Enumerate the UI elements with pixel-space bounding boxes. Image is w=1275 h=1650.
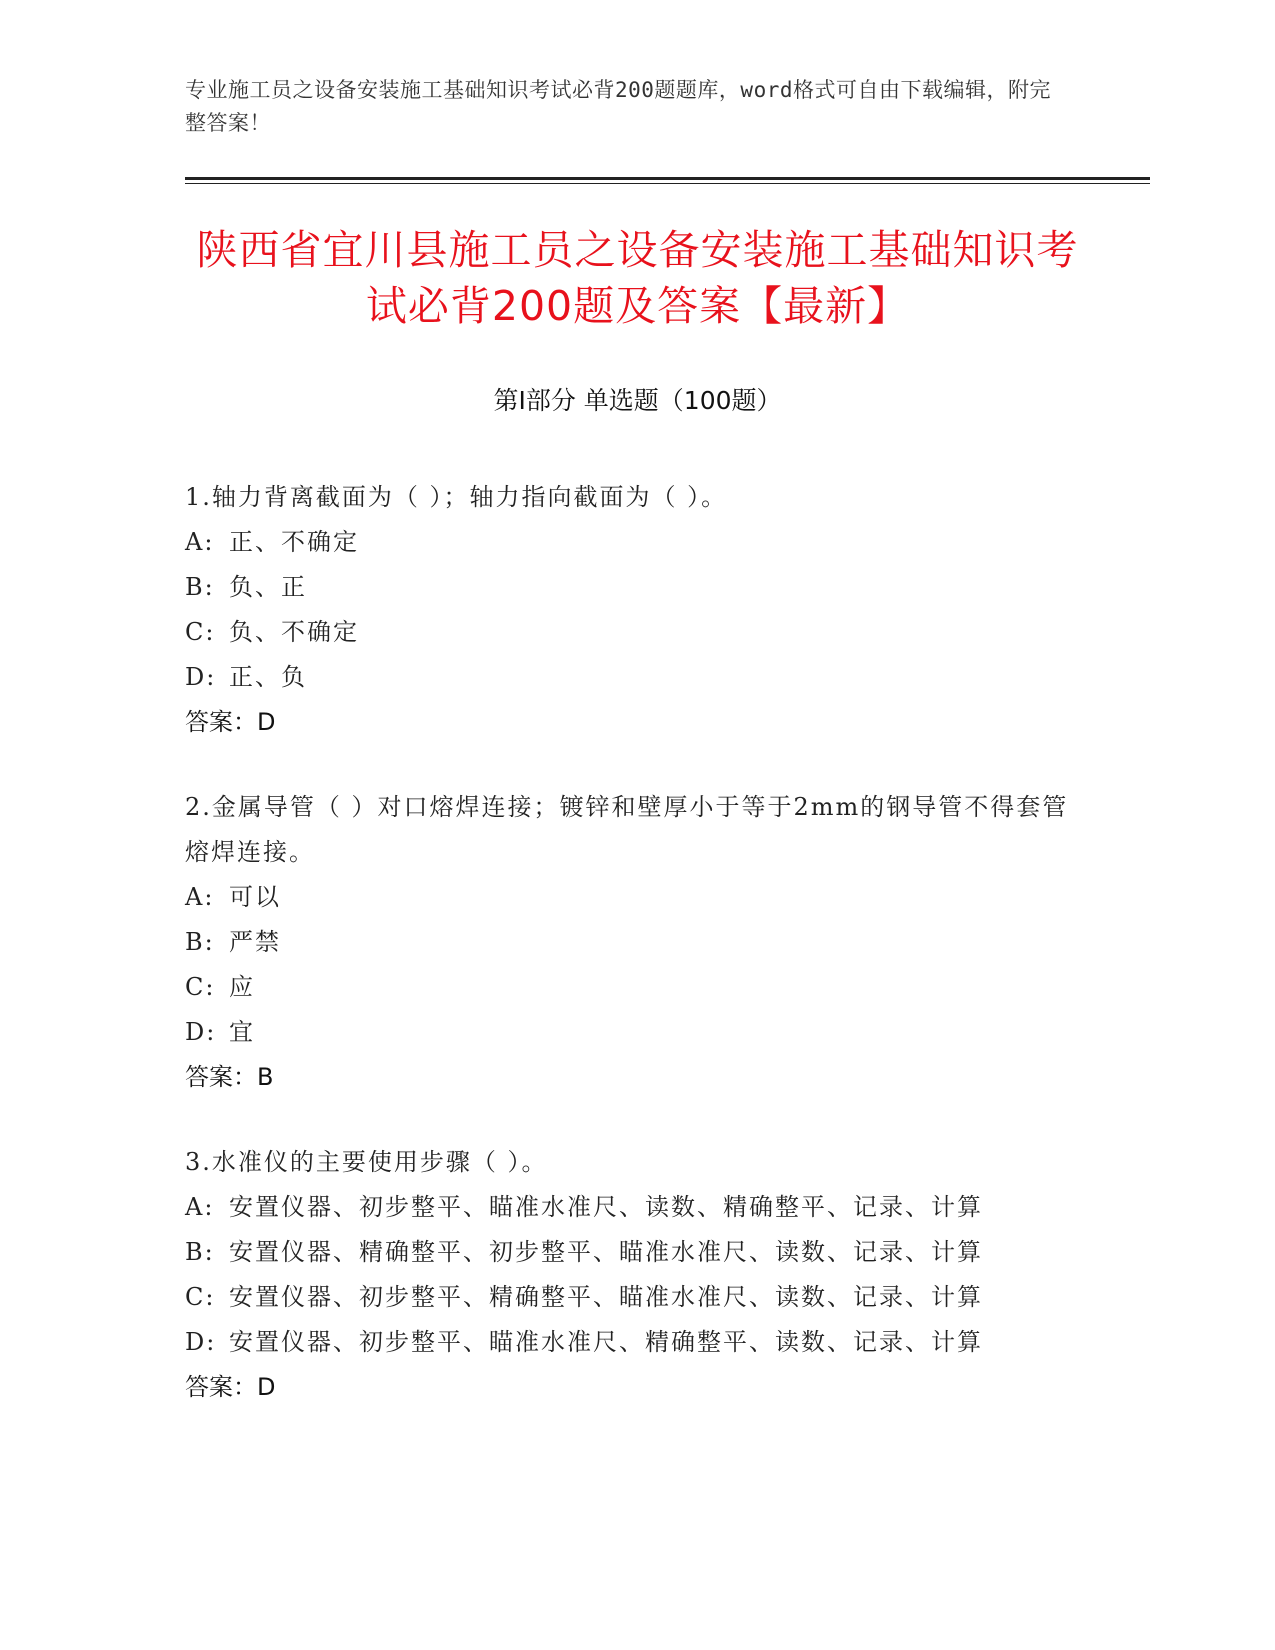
question-text: 3.水准仪的主要使用步骤（ ）。: [185, 1148, 548, 1176]
option-a: [185, 520, 1090, 565]
option-key: A:: [185, 528, 215, 556]
question-list: [185, 475, 1090, 1450]
option-key: B:: [185, 1238, 215, 1266]
question-text: 2.金属导管（ ）对口熔焊连接；镀锌和壁厚小于等于2mm的钢导管不得套管熔焊连接。: [185, 793, 1069, 866]
option-a: [185, 1185, 1090, 1230]
option-d: [185, 1010, 1090, 1055]
option-key: B:: [185, 928, 215, 956]
option-text: 负、不确定: [229, 618, 359, 646]
question-3: [185, 1140, 1090, 1410]
option-text: 安置仪器、精确整平、初步整平、瞄准水准尺、读数、记录、计算: [229, 1238, 983, 1266]
option-text: 正、负: [229, 663, 307, 691]
section-heading: 第I部分 单选题（100题）: [493, 386, 782, 415]
option-c: [185, 965, 1090, 1010]
option-text: 宜: [229, 1018, 255, 1046]
option-b: [185, 1230, 1090, 1275]
option-key: D:: [185, 1328, 217, 1356]
option-text: 安置仪器、初步整平、瞄准水准尺、精确整平、读数、记录、计算: [229, 1328, 983, 1356]
option-text: 可以: [229, 883, 281, 911]
option-key: D:: [185, 663, 217, 691]
answer: 答案：B: [185, 1063, 274, 1091]
option-text: 正、不确定: [229, 528, 359, 556]
header-divider-thin: [185, 183, 1150, 184]
option-text: 安置仪器、初步整平、瞄准水准尺、读数、精确整平、记录、计算: [229, 1193, 983, 1221]
option-key: B:: [185, 573, 215, 601]
option-text: 负、正: [229, 573, 307, 601]
question-2: [185, 785, 1090, 1100]
option-key: C:: [185, 618, 216, 646]
question-1: [185, 475, 1090, 745]
option-c: [185, 610, 1090, 655]
document-title: 陕西省宜川县施工员之设备安装施工基础知识考试必背200题及答案【最新】: [196, 226, 1079, 330]
header-divider-thick: [185, 177, 1150, 180]
option-key: A:: [185, 1193, 215, 1221]
option-key: C:: [185, 973, 216, 1001]
question-text: 1.轴力背离截面为（ ）；轴力指向截面为（ ）。: [185, 483, 728, 511]
header-note: 专业施工员之设备安装施工基础知识考试必背200题题库，word格式可自由下载编辑，附完整答案！: [185, 78, 1051, 135]
option-a: [185, 875, 1090, 920]
answer: 答案：D: [185, 1373, 276, 1401]
option-d: [185, 655, 1090, 700]
option-b: [185, 565, 1090, 610]
option-text: 严禁: [229, 928, 281, 956]
answer: 答案：D: [185, 708, 276, 736]
option-key: D:: [185, 1018, 217, 1046]
option-text: 应: [229, 973, 255, 1001]
option-text: 安置仪器、初步整平、精确整平、瞄准水准尺、读数、记录、计算: [229, 1283, 983, 1311]
option-b: [185, 920, 1090, 965]
option-key: A:: [185, 883, 215, 911]
option-key: C:: [185, 1283, 216, 1311]
option-d: [185, 1320, 1090, 1365]
option-c: [185, 1275, 1090, 1320]
